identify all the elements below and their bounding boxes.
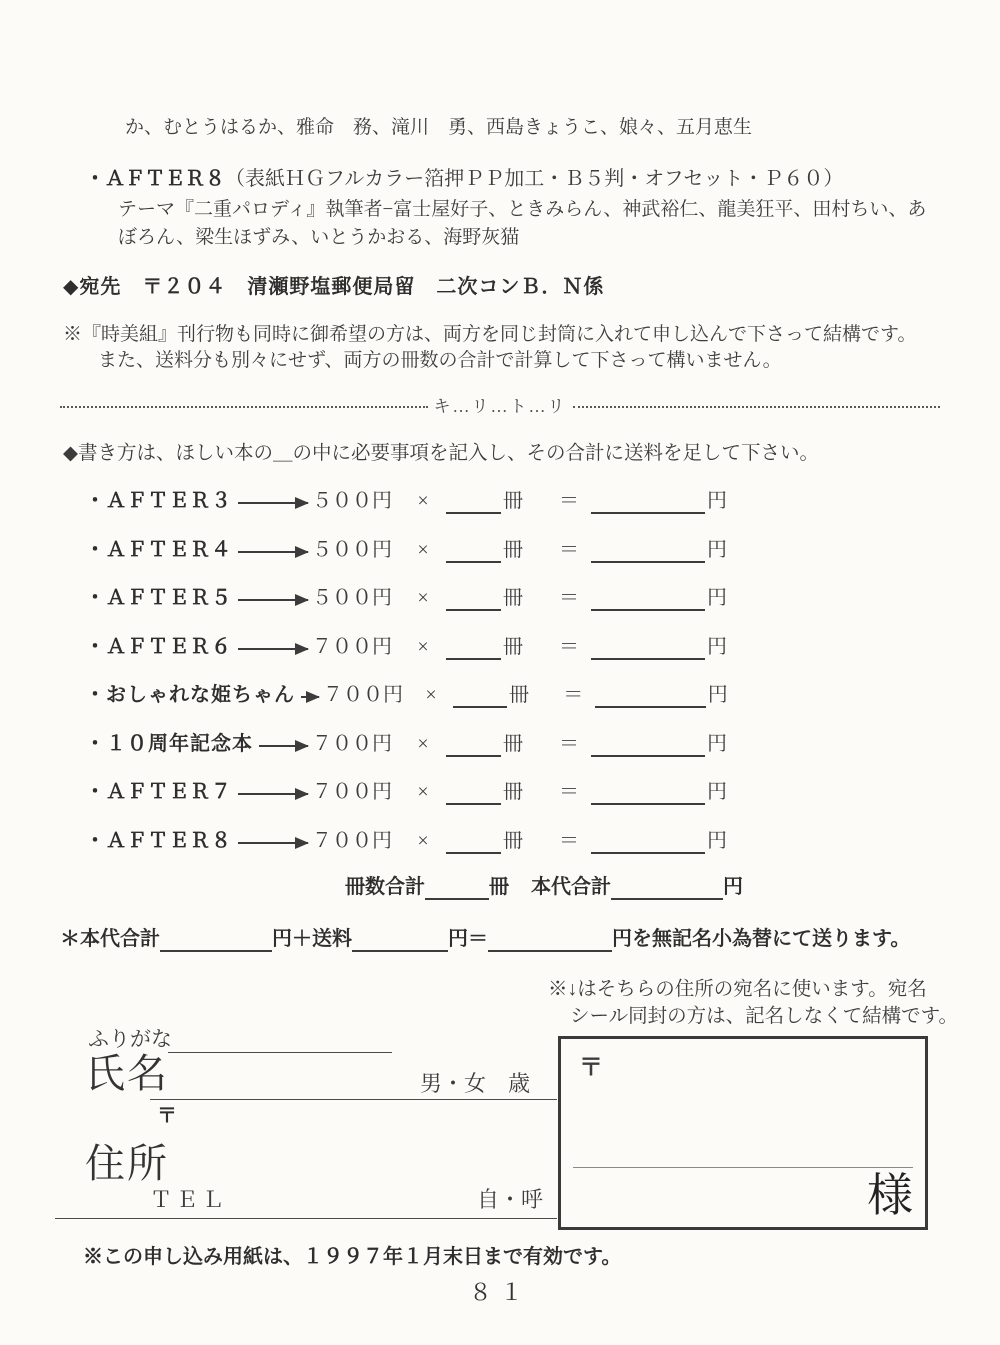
furigana-label: ふりがな — [88, 1027, 172, 1051]
amount-blank — [591, 752, 705, 757]
amount-blank — [591, 800, 705, 805]
multiply-sign: × — [417, 781, 429, 803]
amount-total-yen: 円 — [723, 876, 743, 898]
equals-sign: ＝ — [559, 829, 579, 852]
equals-sign: ＝ — [559, 732, 579, 755]
multiply-sign: × — [417, 829, 429, 852]
arrow-right-icon — [238, 599, 308, 601]
equals-sign: ＝ — [559, 538, 579, 561]
address-usage-note-line-2: シール同封の方は、記名しなくて結構です。 — [570, 1006, 959, 1027]
after8-spec: （表紙ＨＧフルカラー箔押ＰＰ加工・Ｂ５判・オフセット・Ｐ６０） — [225, 168, 844, 190]
order-item-label: ・おしゃれな姫ちゃん — [85, 684, 295, 706]
equals-sign: ＝ — [563, 684, 584, 706]
books-unit: 冊 — [503, 829, 523, 852]
books-unit: 冊 — [503, 587, 523, 609]
amount-blank — [591, 558, 705, 563]
quantity-blank — [446, 752, 501, 757]
arrow-right-icon — [238, 502, 308, 504]
equals-sign: ＝ — [559, 635, 579, 658]
amount-blank — [591, 849, 705, 854]
order-row — [85, 632, 733, 660]
order-row — [85, 729, 733, 757]
sex-age-label: 男・女 歳 — [420, 1071, 531, 1096]
arrow-right-icon — [301, 696, 319, 698]
payment-shipping-blank — [352, 947, 448, 952]
quantity-blank — [446, 849, 501, 854]
payment-line — [60, 926, 910, 952]
yen-unit: 円 — [707, 684, 728, 706]
equals-sign: ＝ — [559, 781, 579, 803]
equals-sign: ＝ — [559, 490, 579, 512]
payment-total-blank — [488, 947, 612, 952]
books-unit: 冊 — [503, 732, 523, 755]
order-item-price: ５００円 — [312, 490, 392, 512]
tel-line — [55, 1218, 557, 1219]
order-row — [85, 486, 733, 514]
yen-unit: 円 — [707, 781, 727, 803]
cut-line-dashes-right — [573, 406, 941, 408]
amount-blank — [595, 703, 706, 708]
payment-seg-3: 円＝ — [448, 928, 488, 950]
authors-runover-line: か、むとうはるか、雅命 務、滝川 勇、西島きょうこ、娘々、五月恵生 — [125, 117, 753, 138]
order-item-label: ・ＡＦＴＥＲ８ — [85, 829, 232, 852]
order-item-label: ・ＡＦＴＥＲ７ — [85, 781, 232, 803]
order-item-label: ・１０周年記念本 — [85, 732, 253, 755]
multiply-sign: × — [417, 538, 429, 561]
quantity-blank — [446, 558, 501, 563]
validity-note: ※この申し込み用紙は、１９９７年１月末日まで有効です。 — [83, 1246, 622, 1268]
order-item-price: ５００円 — [312, 538, 392, 561]
multiply-sign: × — [417, 732, 429, 755]
order-row — [85, 535, 733, 563]
yen-unit: 円 — [707, 829, 727, 852]
combined-note-line-2: また、送料分も別々にせず、両方の冊数の合計で計算して下さって構いません。 — [98, 350, 782, 371]
books-unit: 冊 — [509, 684, 529, 706]
after8-title-line — [85, 166, 843, 192]
quantity-blank — [446, 509, 501, 514]
order-item-price: ７００円 — [312, 732, 392, 755]
order-row — [85, 777, 733, 805]
payment-seg-4: 円を無記名小為替にて送ります。 — [612, 928, 911, 950]
recipient-address-line: ◆宛先 〒２０４ 清瀬野塩郵便局留 二次コンＢ．Ｎ係 — [63, 276, 605, 298]
books-total-unit: 冊 — [489, 876, 509, 898]
books-unit: 冊 — [503, 490, 523, 512]
quantity-blank — [446, 606, 501, 611]
arrow-right-icon — [238, 551, 308, 553]
amount-blank — [591, 655, 705, 660]
multiply-sign: × — [417, 635, 429, 658]
tel-label: ＴＥＬ — [150, 1187, 229, 1212]
address-usage-note — [548, 976, 958, 1030]
address-label: 住所 — [85, 1141, 169, 1186]
cut-line-label: キ…リ…ト…リ — [433, 397, 567, 416]
postal-mark-under-name: 〒 — [157, 1105, 177, 1127]
order-row — [85, 826, 733, 854]
books-unit: 冊 — [503, 781, 523, 803]
order-item-label: ・ＡＦＴＥＲ３ — [85, 490, 232, 512]
yen-unit: 円 — [707, 490, 727, 512]
yen-unit: 円 — [707, 635, 727, 658]
books-unit: 冊 — [503, 538, 523, 561]
quantity-blank — [453, 703, 507, 708]
payment-seg-2: 円＋送料 — [272, 928, 352, 950]
furigana-line — [168, 1052, 392, 1053]
quantity-blank — [446, 800, 501, 805]
cut-line-dashes-left — [60, 406, 428, 408]
after8-title: ・ＡＦＴＥＲ８ — [85, 168, 225, 190]
order-item-price: ７００円 — [323, 684, 403, 706]
yen-unit: 円 — [707, 732, 727, 755]
order-item-price: ７００円 — [312, 829, 392, 852]
arrow-right-icon — [259, 745, 308, 747]
books-total-blank — [425, 895, 489, 900]
order-rows — [85, 486, 733, 874]
order-item-label: ・ＡＦＴＥＲ６ — [85, 635, 232, 658]
phone-kind-label: 自・呼 — [477, 1187, 544, 1212]
cut-line — [60, 396, 940, 418]
amount-blank — [591, 509, 705, 514]
books-unit: 冊 — [503, 635, 523, 658]
multiply-sign: × — [417, 490, 429, 512]
after8-detail-line-2: ぼろん、梁生ほずみ、いとうかおる、海野灰猫 — [118, 227, 520, 248]
quantity-blank — [446, 655, 501, 660]
order-item-price: ５００円 — [312, 587, 392, 609]
order-item-label: ・ＡＦＴＥＲ４ — [85, 538, 232, 561]
mailing-box-postal-mark: 〒 — [579, 1055, 603, 1081]
payment-amount-blank — [160, 947, 272, 952]
multiply-sign: × — [417, 587, 429, 609]
multiply-sign: × — [425, 684, 437, 706]
order-item-label: ・ＡＦＴＥＲ５ — [85, 587, 232, 609]
yen-unit: 円 — [707, 587, 727, 609]
yen-unit: 円 — [707, 538, 727, 561]
name-line — [150, 1099, 557, 1100]
order-row — [85, 583, 733, 611]
how-to-line: ◆書き方は、ほしい本の＿の中に必要事項を記入し、その合計に送料を足して下さい。 — [63, 443, 819, 464]
amount-blank — [591, 606, 705, 611]
equals-sign: ＝ — [559, 587, 579, 609]
amount-total-label: 本代合計 — [531, 876, 611, 898]
order-item-price: ７００円 — [312, 781, 392, 803]
arrow-right-icon — [238, 793, 308, 795]
mailing-box-honorific: 様 — [867, 1170, 913, 1221]
arrow-right-icon — [238, 648, 308, 650]
order-row — [85, 680, 733, 708]
payment-seg-1: ＊本代合計 — [60, 928, 160, 950]
mailing-box-line — [573, 1167, 913, 1168]
address-usage-note-line-1: ※↓はそちらの住所の宛名に使います。宛名 — [548, 979, 927, 1000]
name-label: 氏名 — [85, 1051, 169, 1096]
mailing-label-box — [558, 1036, 928, 1230]
arrow-right-icon — [238, 842, 308, 844]
order-item-price: ７００円 — [312, 635, 392, 658]
combined-note-line-1: ※『時美組』刊行物も同時に御希望の方は、両方を同じ封筒に入れて申し込んで下さって結構です。 — [63, 324, 917, 345]
amount-total-blank — [611, 895, 723, 900]
after8-detail-line-1: テーマ『二重パロディ』執筆者−富士屋好子、ときみらん、神武裕仁、龍美狂平、田村ちい、あ — [118, 199, 927, 220]
books-total-label: 冊数合計 — [345, 876, 425, 898]
totals-row — [345, 874, 743, 900]
page-number: ８１ — [469, 1280, 531, 1305]
